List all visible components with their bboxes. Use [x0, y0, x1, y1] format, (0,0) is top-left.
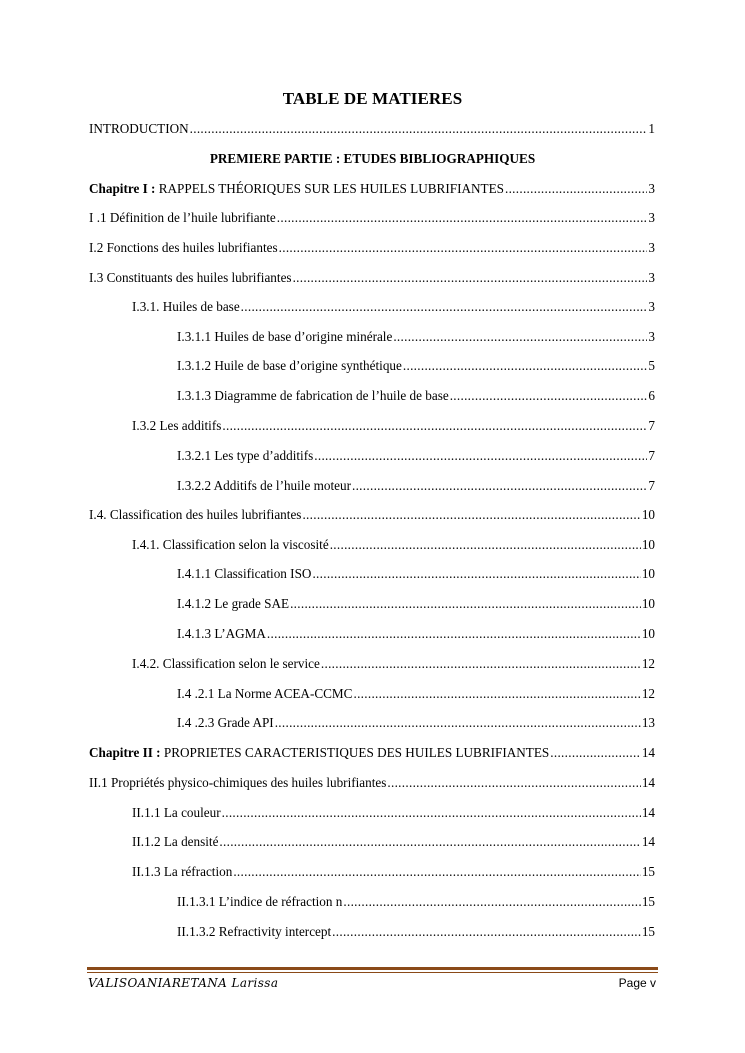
toc-entry-page: 15	[641, 864, 655, 879]
toc-entry-1-4-2-3[interactable]	[177, 715, 655, 731]
toc-entry-label	[89, 745, 549, 761]
dot-leader	[403, 358, 648, 374]
toc-entry-label: I.4 .2.3 Grade API	[177, 715, 274, 730]
toc-entry-2-1-3[interactable]	[132, 864, 655, 880]
toc-entry-1-4-1-1[interactable]	[177, 566, 655, 582]
toc-entry-page: 10	[641, 596, 655, 611]
dot-leader	[343, 894, 640, 910]
toc-entry-label: II.1.2 La densité	[132, 834, 219, 849]
dot-leader	[393, 329, 647, 345]
toc-entry-page: 15	[641, 894, 655, 909]
dot-leader	[267, 626, 641, 642]
toc-entry-page: 12	[641, 656, 655, 671]
toc-entry-label	[89, 181, 504, 197]
part-heading: PREMIERE PARTIE : ETUDES BIBLIOGRAPHIQUES	[209, 151, 536, 166]
toc-entry-label: I.3.1. Huiles de base	[132, 299, 240, 314]
dot-leader	[277, 210, 648, 226]
toc-entry-1-4-2-1[interactable]	[177, 686, 655, 702]
toc-entry-2-1-3-1[interactable]	[177, 894, 655, 910]
dot-leader	[293, 270, 648, 286]
toc-entry-1-4-1-3[interactable]	[177, 626, 655, 642]
dot-leader	[279, 240, 648, 256]
dot-leader	[352, 478, 647, 494]
dot-leader	[290, 596, 641, 612]
chapter-prefix: Chapitre II :	[89, 745, 161, 760]
footer-author: VALISOANIARETANA Larissa	[88, 976, 279, 990]
toc-entry-page: 14	[641, 834, 655, 849]
chapter-prefix: Chapitre I :	[89, 181, 156, 196]
chapter-title: RAPPELS THÉORIQUES SUR LES HUILES LUBRIFIANTES	[155, 181, 504, 196]
toc-entry-label: I.4 .2.1 La Norme ACEA-CCMC	[177, 686, 353, 701]
dot-leader	[387, 775, 640, 791]
toc-entry-2-1[interactable]	[89, 775, 655, 791]
toc-entry-label: I.3.1.2 Huile de base d’origine synthétique	[177, 358, 402, 373]
toc-entry-page: 14	[641, 775, 655, 790]
toc-entry-label: I.3.2.2 Additifs de l’huile moteur	[177, 478, 351, 493]
dot-leader	[353, 686, 640, 702]
toc-entry-1-3-1-2[interactable]	[177, 358, 655, 374]
toc-entry-page: 3	[648, 329, 655, 344]
toc-entry-page: 1	[648, 121, 655, 136]
toc-entry-label: I.4.1. Classification selon la viscosité	[132, 537, 329, 552]
toc-entry-page: 5	[648, 358, 655, 373]
toc-entry-1-3[interactable]	[89, 270, 655, 286]
dot-leader	[222, 418, 647, 434]
toc-entry-page: 10	[641, 566, 655, 581]
toc-entry-label: I.3 Constituants des huiles lubrifiantes	[89, 270, 292, 285]
footer-divider-thin	[87, 972, 658, 973]
page-title: TABLE DE MATIERES	[282, 89, 463, 108]
toc-entry-page: 15	[641, 924, 655, 939]
toc-entry-label: I.2 Fonctions des huiles lubrifiantes	[89, 240, 278, 255]
chapter-title: PROPRIETES CARACTERISTIQUES DES HUILES LUBRIFIANTES	[160, 745, 550, 760]
dot-leader	[275, 715, 641, 731]
dot-leader	[222, 805, 641, 821]
toc-entry-page: 7	[648, 418, 655, 433]
toc-entry-page: 12	[641, 686, 655, 701]
toc-entry-1-3-1-1[interactable]	[177, 329, 655, 345]
toc-entry-introduction[interactable]	[89, 121, 655, 137]
toc-entry-1-4-1-2[interactable]	[177, 596, 655, 612]
toc-entry-label: I.3.2.1 Les type d’additifs	[177, 448, 314, 463]
toc-entry-page: 14	[641, 805, 655, 820]
dot-leader	[550, 745, 641, 761]
dot-leader	[219, 834, 640, 850]
dot-leader	[233, 864, 640, 880]
toc-entry-chapitre-1[interactable]	[89, 181, 655, 197]
toc-entry-label: II.1.1 La couleur	[132, 805, 221, 820]
toc-entry-label: II.1.3.2 Refractivity intercept	[177, 924, 332, 939]
dot-leader	[505, 181, 647, 197]
toc-entry-page: 10	[641, 626, 655, 641]
toc-entry-1-3-1[interactable]	[132, 299, 655, 315]
footer-page-number: Page v	[618, 976, 656, 990]
toc-entry-page: 3	[648, 270, 655, 285]
toc-entry-2-1-3-2[interactable]	[177, 924, 655, 940]
toc-entry-label: I .1 Définition de l’huile lubrifiante	[89, 210, 276, 225]
toc-entry-label: I.3.2 Les additifs	[132, 418, 222, 433]
toc-entry-label: I.4.2. Classification selon le service	[132, 656, 320, 671]
toc-entry-page: 3	[648, 299, 655, 314]
footer-divider-thick	[87, 967, 658, 970]
toc-entry-label: I.3.1.1 Huiles de base d’origine minérale	[177, 329, 393, 344]
toc-entry-page: 13	[641, 715, 655, 730]
toc-entry-1-3-2-2[interactable]	[177, 478, 655, 494]
toc-entry-page: 3	[648, 210, 655, 225]
toc-entry-1-4-2[interactable]	[132, 656, 655, 672]
toc-entry-1-4-1[interactable]	[132, 537, 655, 553]
toc-entry-1-2[interactable]	[89, 240, 655, 256]
toc-entry-page: 6	[648, 388, 655, 403]
toc-entry-label: INTRODUCTION	[89, 121, 189, 136]
toc-entry-label: II.1 Propriétés physico-chimiques des huiles lubrifiantes	[89, 775, 387, 790]
toc-entry-label: II.1.3.1 L’indice de réfraction n	[177, 894, 343, 909]
toc-entry-2-1-2[interactable]	[132, 834, 655, 850]
toc-entry-1-1[interactable]	[89, 210, 655, 226]
toc-entry-label: I.4. Classification des huiles lubrifiantes	[89, 507, 302, 522]
toc-entry-label: I.4.1.2 Le grade SAE	[177, 596, 290, 611]
toc-entry-1-3-1-3[interactable]	[177, 388, 655, 404]
toc-entry-page: 3	[648, 181, 655, 196]
toc-entry-1-3-2[interactable]	[132, 418, 655, 434]
toc-entry-page: 10	[641, 537, 655, 552]
dot-leader	[312, 566, 640, 582]
dot-leader	[314, 448, 647, 464]
dot-leader	[332, 924, 641, 940]
toc-entry-2-1-1[interactable]	[132, 805, 655, 821]
toc-entry-1-3-2-1[interactable]	[177, 448, 655, 464]
toc-entry-label: I.4.1.3 L’AGMA	[177, 626, 266, 641]
dot-leader	[241, 299, 648, 315]
toc-entry-label: I.4.1.1 Classification ISO	[177, 566, 312, 581]
toc-entry-page: 14	[641, 745, 655, 760]
toc-entry-page: 3	[648, 240, 655, 255]
toc-entry-chapitre-2[interactable]	[89, 745, 655, 761]
dot-leader	[321, 656, 641, 672]
dot-leader	[190, 121, 648, 137]
dot-leader	[302, 507, 640, 523]
dot-leader	[330, 537, 641, 553]
toc-entry-page: 7	[648, 448, 655, 463]
toc-entry-page: 10	[641, 507, 655, 522]
dot-leader	[450, 388, 648, 404]
toc-entry-page: 7	[648, 478, 655, 493]
toc-entry-label: II.1.3 La réfraction	[132, 864, 233, 879]
toc-entry-1-4[interactable]	[89, 507, 655, 523]
toc-entry-label: I.3.1.3 Diagramme de fabrication de l’huile de base	[177, 388, 449, 403]
